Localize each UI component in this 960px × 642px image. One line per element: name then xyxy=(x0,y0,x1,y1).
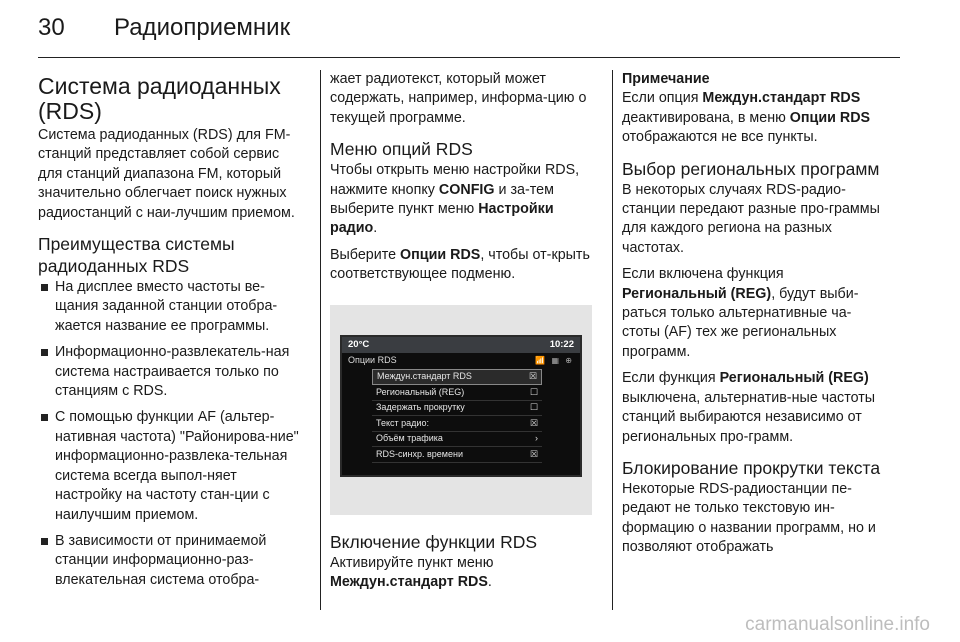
list-item: С помощью функции AF (альтер-нативная частота) "Районирова-ние" информационно-развлека-тельная система всегда выпол-няет настройку на частоту стан-ции с наилучшим приемом. xyxy=(38,408,300,524)
menu-item-rds-time-sync[interactable]: RDS-синхр. времени ☒ xyxy=(372,447,542,463)
regional-heading: Выбор региональных программ xyxy=(622,158,880,179)
watermark: carmanualsonline.info xyxy=(745,614,930,635)
display-screen xyxy=(340,335,582,477)
checkbox-checked-icon: ☒ xyxy=(529,417,538,428)
regional-intro: В некоторых случаях RDS-радио-станции передают разные про-граммы для каждого региона на разных частотах. xyxy=(622,181,880,256)
select-options-text: Выберите Опции RDS, чтобы от-крыть соответствующее подменю. xyxy=(330,246,590,283)
checkbox-checked-icon: ☒ xyxy=(529,448,538,459)
column-2 xyxy=(330,70,592,599)
chevron-right-icon: › xyxy=(535,433,538,444)
page-header xyxy=(38,14,290,48)
checkbox-icon: ☐ xyxy=(529,402,538,413)
note-block xyxy=(622,70,884,148)
rds-intro: Система радиоданных (RDS) для FM-станций представляет собой сервис для станций диапазона FM, который значительно облегчает поиск нужных радиостанций с наи-лучшим приемом. xyxy=(38,127,295,221)
radio-settings-ref: Настройки радио xyxy=(330,201,554,237)
column-divider-1 xyxy=(320,70,321,610)
header-rule xyxy=(38,57,900,58)
rds-options-screenshot xyxy=(330,305,592,515)
config-key: CONFIG xyxy=(438,181,495,198)
status-icons: 📶 ▦ ⊕ xyxy=(535,355,574,365)
open-menu-text: Чтобы открыть меню настройки RDS, нажмите кнопку CONFIG и за-тем выберите пункт меню Настройки радио. xyxy=(330,162,580,237)
page-number: 30 xyxy=(38,14,65,41)
checkbox-checked-icon: ☒ xyxy=(528,371,537,382)
note-title: Примечание xyxy=(622,71,710,87)
section-heading-rds: Система радиоданных (RDS) xyxy=(38,73,281,124)
checkbox-icon: ☐ xyxy=(529,386,538,397)
note-text: Если опция Междун.стандарт RDS деактивирована, в меню Опции RDS отображаются не все пункты. xyxy=(622,90,871,146)
menu-item-scroll-hold[interactable]: Задержать прокрутку ☐ xyxy=(372,401,542,417)
list-item: В зависимости от принимаемой станции информационно-раз-влекательная система отобра- xyxy=(38,532,300,590)
regional-on-text: Если включена функция Региональный (REG), будут выби-раться только альтернативные ча-стоты (AF) тех же региональных программ. xyxy=(622,266,859,360)
list-item: Информационно-развлекатель-ная система настраивается только по станциям с RDS. xyxy=(38,343,300,401)
rds-options-heading: Меню опций RDS xyxy=(330,139,473,160)
menu-item-international-rds[interactable]: Междун.стандарт RDS ☒ xyxy=(372,369,542,386)
continued-text: жает радиотекст, который может содержать, например, информа-цию о текущей программе. xyxy=(330,71,587,126)
rds-menu xyxy=(372,369,542,463)
menu-item-traffic-volume[interactable]: Объём трафика › xyxy=(372,432,542,448)
rds-options-ref: Опции RDS xyxy=(400,246,481,263)
clock: 10:22 xyxy=(549,338,574,350)
scroll-lock-heading: Блокирование прокрутки текста xyxy=(622,457,881,478)
column-1 xyxy=(38,70,300,597)
menu-item-regional[interactable]: Региональный (REG) ☐ xyxy=(372,385,542,401)
advantages-list xyxy=(38,278,300,590)
temperature: 20°C xyxy=(348,338,370,350)
international-rds-ref: Междун.стандарт RDS xyxy=(330,574,488,591)
advantages-heading: Преимущества системы радиоданных RDS xyxy=(38,234,235,277)
enable-rds-heading: Включение функции RDS xyxy=(330,531,538,552)
menu-item-radio-text[interactable]: Текст радио: ☒ xyxy=(372,416,542,432)
screen-title: Опции RDS xyxy=(348,354,397,365)
column-divider-2 xyxy=(612,70,613,610)
chapter-title: Радиоприемник xyxy=(114,14,291,41)
regional-off-text: Если функция Региональный (REG) выключена, альтернатив-ные частоты станций выбираются независимо от региональных про-грамм. xyxy=(622,370,876,445)
column-3 xyxy=(622,70,884,565)
scroll-lock-text: Некоторые RDS-радиостанции пе-редают не только текстовую ин-формацию о названии программ, но и позволяют отображать xyxy=(622,480,876,556)
enable-rds-text: Активируйте пункт меню Междун.стандарт RDS. xyxy=(330,554,494,591)
list-item: На дисплее вместо частоты ве-щания заданной станции отобра-жается название ее программы. xyxy=(38,278,300,336)
